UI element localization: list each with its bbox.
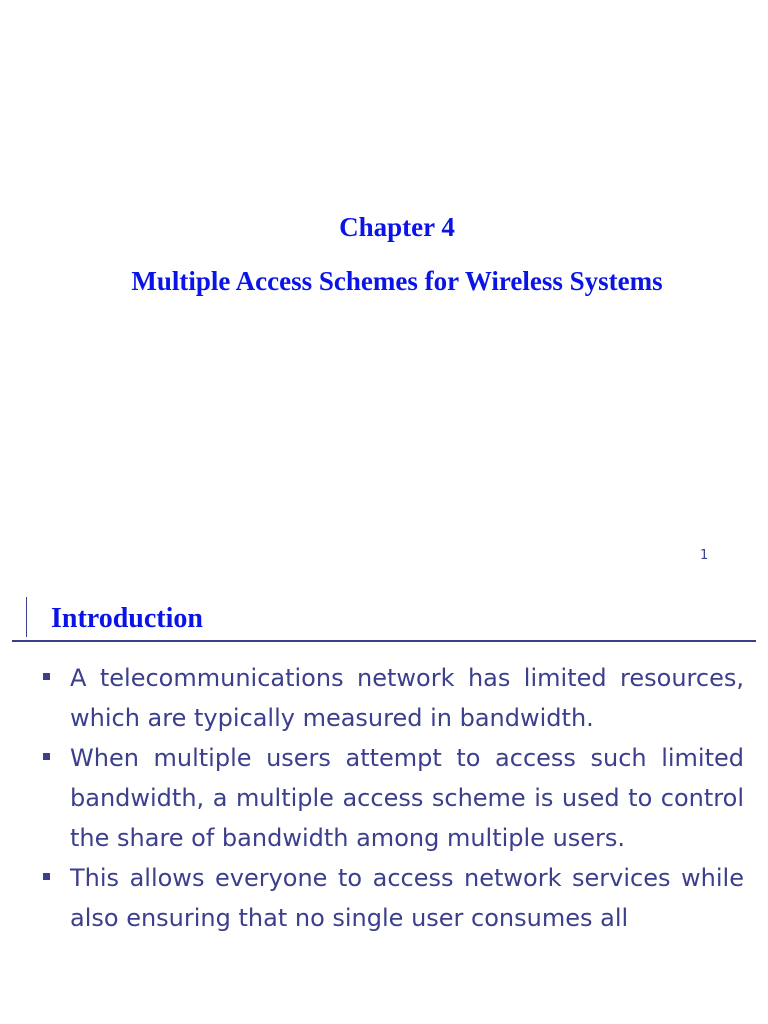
chapter-title: Multiple Access Schemes for Wireless Systems	[131, 266, 663, 296]
bullet-text: When multiple users attempt to access such limited bandwidth, a multiple access scheme is used to control the share of bandwidth among multiple users.	[70, 744, 744, 852]
list-item	[0, 858, 768, 938]
list-item	[0, 738, 768, 858]
section-heading: Introduction	[51, 603, 203, 634]
square-bullet-icon	[43, 873, 50, 880]
bullet-list	[0, 658, 768, 938]
bullet-text: This allows everyone to access network services while also ensuring that no single user consumes all	[70, 864, 744, 932]
vertical-divider	[26, 597, 27, 637]
bullet-text: A telecommunications network has limited resources, which are typically measured in bandwidth.	[70, 664, 744, 732]
chapter-label: Chapter 4	[339, 212, 455, 242]
introduction-slide	[0, 580, 768, 1024]
square-bullet-icon	[43, 673, 50, 680]
list-item	[0, 658, 768, 738]
square-bullet-icon	[43, 753, 50, 760]
horizontal-divider	[12, 640, 756, 642]
page-number: 1	[700, 548, 709, 563]
